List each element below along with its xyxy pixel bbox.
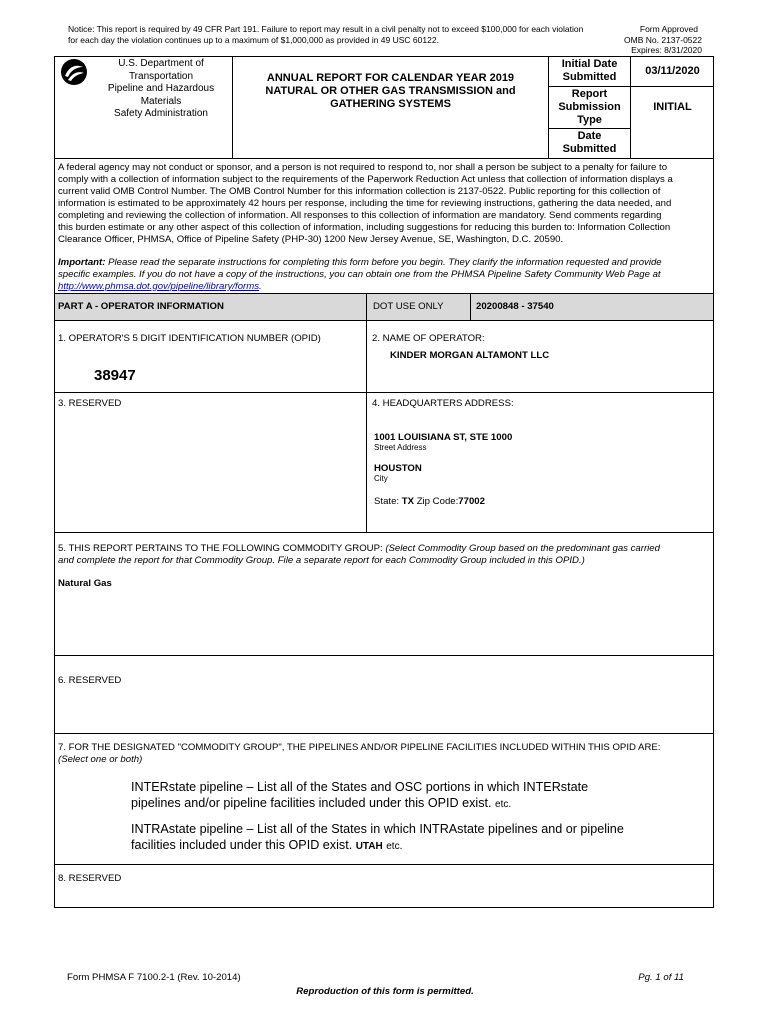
divider bbox=[54, 320, 714, 321]
initial-date-label bbox=[549, 58, 630, 84]
omb-approved: Form Approved bbox=[639, 24, 698, 34]
interstate-option[interactable] bbox=[131, 779, 691, 813]
important-text: Please read the separate instructions for completing this form before you begin. They clarify the information requested and provide bbox=[105, 257, 662, 268]
q8-label: 8. RESERVED bbox=[58, 873, 122, 884]
divider bbox=[54, 655, 714, 656]
q5-label: 5. THIS REPORT PERTAINS TO THE FOLLOWING COMMODITY GROUP: bbox=[58, 543, 383, 554]
q6-label: 6. RESERVED bbox=[58, 675, 122, 686]
omb-info bbox=[582, 24, 702, 56]
state-zip-line bbox=[374, 496, 485, 507]
divider bbox=[54, 293, 714, 294]
label-line: Type bbox=[577, 114, 602, 126]
label-line: Initial Date bbox=[561, 58, 618, 70]
agency-line: Materials bbox=[140, 95, 182, 107]
reproduction-note: Reproduction of this form is permitted. bbox=[296, 986, 474, 997]
q5-section bbox=[58, 543, 712, 567]
label-line: Date bbox=[577, 130, 602, 142]
disclaimer-line: this burden estimate or any other aspect of this collection of information, including suggestions for reducing this burden to: Information Collection bbox=[58, 222, 671, 233]
commodity-group-value[interactable]: Natural Gas bbox=[58, 578, 112, 589]
disclaimer-line: A federal agency may not conduct or sponsor, and a person is not required to respond to, nor shall a person be subject to a penalty for failure to bbox=[58, 162, 668, 173]
state-value[interactable]: TX bbox=[401, 496, 415, 507]
q7-label: 7. FOR THE DESIGNATED "COMMODITY GROUP", THE PIPELINES AND/OR PIPELINE FACILITIES INCLUDED WITHIN THIS OPID ARE: bbox=[58, 742, 661, 753]
interstate-etc: etc. bbox=[495, 799, 512, 810]
label-line: Submitted bbox=[562, 71, 617, 83]
q1-label: 1. OPERATOR'S 5 DIGIT IDENTIFICATION NUMBER (OPID) bbox=[58, 333, 321, 344]
notice bbox=[68, 24, 608, 45]
notice-line1: Notice: This report is required by 49 CFR Part 191. Failure to report may result in a civil penalty not to exceed $100,000 for each violation bbox=[68, 24, 584, 34]
omb-number: OMB No. 2137-0522 bbox=[624, 34, 702, 45]
important-text: specific examples. If you do not have a copy of the instructions, you can obtain one from the PHMSA Pipeline Safety Community Web Page at bbox=[58, 269, 661, 280]
zip-label: Zip Code: bbox=[416, 496, 459, 507]
omb-expires: Expires: 8/31/2020 bbox=[631, 45, 702, 55]
disclaimer-line: comply with a collection of information subject to the requirements of the Paperwork Reduction Act unless that collection of information displays a bbox=[58, 174, 673, 185]
dot-use-only-label: DOT USE ONLY bbox=[373, 301, 444, 312]
city-caption: City bbox=[374, 474, 388, 483]
q7-hint: (Select one or both) bbox=[58, 754, 143, 765]
q2-label: 2. NAME OF OPERATOR: bbox=[372, 333, 485, 344]
zip-value[interactable]: 77002 bbox=[458, 496, 485, 507]
initial-date-value: 03/11/2020 bbox=[645, 65, 700, 77]
important-label: Important: bbox=[58, 257, 106, 268]
title-line: GATHERING SYSTEMS bbox=[330, 98, 451, 110]
disclaimer-line: completing and reviewing the collection of information. All responses to this collection of information are mandatory. Send comments regarding bbox=[58, 210, 662, 221]
title-line: NATURAL OR OTHER GAS TRANSMISSION and bbox=[265, 85, 516, 97]
intrastate-etc: etc. bbox=[386, 841, 403, 852]
city-value[interactable]: HOUSTON bbox=[374, 463, 422, 474]
divider bbox=[366, 392, 367, 532]
q7-section bbox=[58, 742, 712, 766]
intrastate-option[interactable] bbox=[131, 821, 691, 855]
intrastate-states-value[interactable]: UTAH bbox=[355, 841, 383, 852]
divider bbox=[54, 392, 714, 393]
title-line: ANNUAL REPORT FOR CALENDAR YEAR 2019 bbox=[266, 72, 515, 84]
forms-link[interactable]: http://www.phmsa.dot.gov/pipeline/library/forms bbox=[58, 281, 260, 292]
intrastate-text: INTRAstate pipeline – List all of the States in which INTRAstate pipelines and or pipeline bbox=[131, 822, 624, 836]
notice-line2: for each day the violation continues up to a maximum of $1,000,000 as provided in 49 USC 60122. bbox=[68, 34, 439, 45]
page-number: Pg. 1 of 11 bbox=[638, 972, 684, 983]
label-line: Submitted bbox=[562, 143, 617, 155]
street-address-value[interactable]: 1001 LOUISIANA ST, STE 1000 bbox=[374, 432, 513, 443]
q3-label: 3. RESERVED bbox=[58, 398, 122, 409]
part-a-title: PART A - OPERATOR INFORMATION bbox=[58, 301, 224, 312]
operator-name[interactable]: KINDER MORGAN ALTAMONT LLC bbox=[390, 350, 550, 361]
disclaimer-line: information is estimated to be approximately 42 hours per response, including the time for reviewing instructions, gathering the data needed, and bbox=[58, 198, 672, 209]
report-title bbox=[233, 72, 548, 111]
period: . bbox=[259, 281, 262, 292]
disclaimer-line: Clearance Officer, PHMSA, Office of Pipeline Safety (PHP-30) 1200 New Jersey Avenue, SE, Washington, D.C. 20590. bbox=[58, 234, 564, 245]
agency-line: Safety Administration bbox=[114, 108, 208, 119]
interstate-text: INTERstate pipeline – List all of the States and OSC portions in which INTERstate bbox=[131, 780, 589, 794]
form-id: Form PHMSA F 7100.2-1 (Rev. 10-2014) bbox=[67, 972, 241, 983]
divider bbox=[54, 532, 714, 533]
label-line: Report bbox=[571, 88, 608, 100]
q4-label: 4. HEADQUARTERS ADDRESS: bbox=[372, 398, 514, 409]
agency-line: Transportation bbox=[128, 70, 194, 82]
intrastate-text: facilities included under this OPID exist. bbox=[131, 838, 353, 852]
q5-hint: (Select Commodity Group based on the predominant gas carried bbox=[382, 543, 660, 554]
divider bbox=[548, 128, 630, 129]
opid-value[interactable]: 38947 bbox=[94, 367, 136, 384]
agency-line: Pipeline and Hazardous bbox=[107, 83, 215, 94]
date-submitted-label bbox=[549, 130, 630, 156]
dot-logo-icon bbox=[60, 58, 88, 86]
divider bbox=[548, 86, 714, 87]
state-label: State: bbox=[374, 496, 400, 507]
paperwork-disclaimer bbox=[58, 162, 712, 246]
interstate-text: pipelines and/or pipeline facilities included under this OPID exist. bbox=[131, 796, 492, 810]
agency-name bbox=[100, 58, 222, 121]
disclaimer-line: current valid OMB Control Number. The OMB Control Number for this information collection is 2137-0522. Public reporting for this collection of bbox=[58, 186, 661, 197]
label-line: Submission bbox=[558, 101, 621, 113]
agency-line: U.S. Department of bbox=[118, 58, 204, 69]
submission-type-label bbox=[549, 88, 630, 127]
divider bbox=[470, 293, 471, 320]
divider bbox=[54, 864, 714, 865]
important-note bbox=[58, 257, 712, 293]
q5-hint: and complete the report for that Commodity Group. File a separate report for each Commodity Group included in this OPID.) bbox=[58, 555, 585, 566]
divider bbox=[54, 733, 714, 734]
submission-type-value: INITIAL bbox=[653, 101, 692, 113]
divider bbox=[366, 293, 367, 393]
street-address-caption: Street Address bbox=[374, 443, 427, 452]
dot-use-only-value: 20200848 - 37540 bbox=[476, 301, 554, 312]
